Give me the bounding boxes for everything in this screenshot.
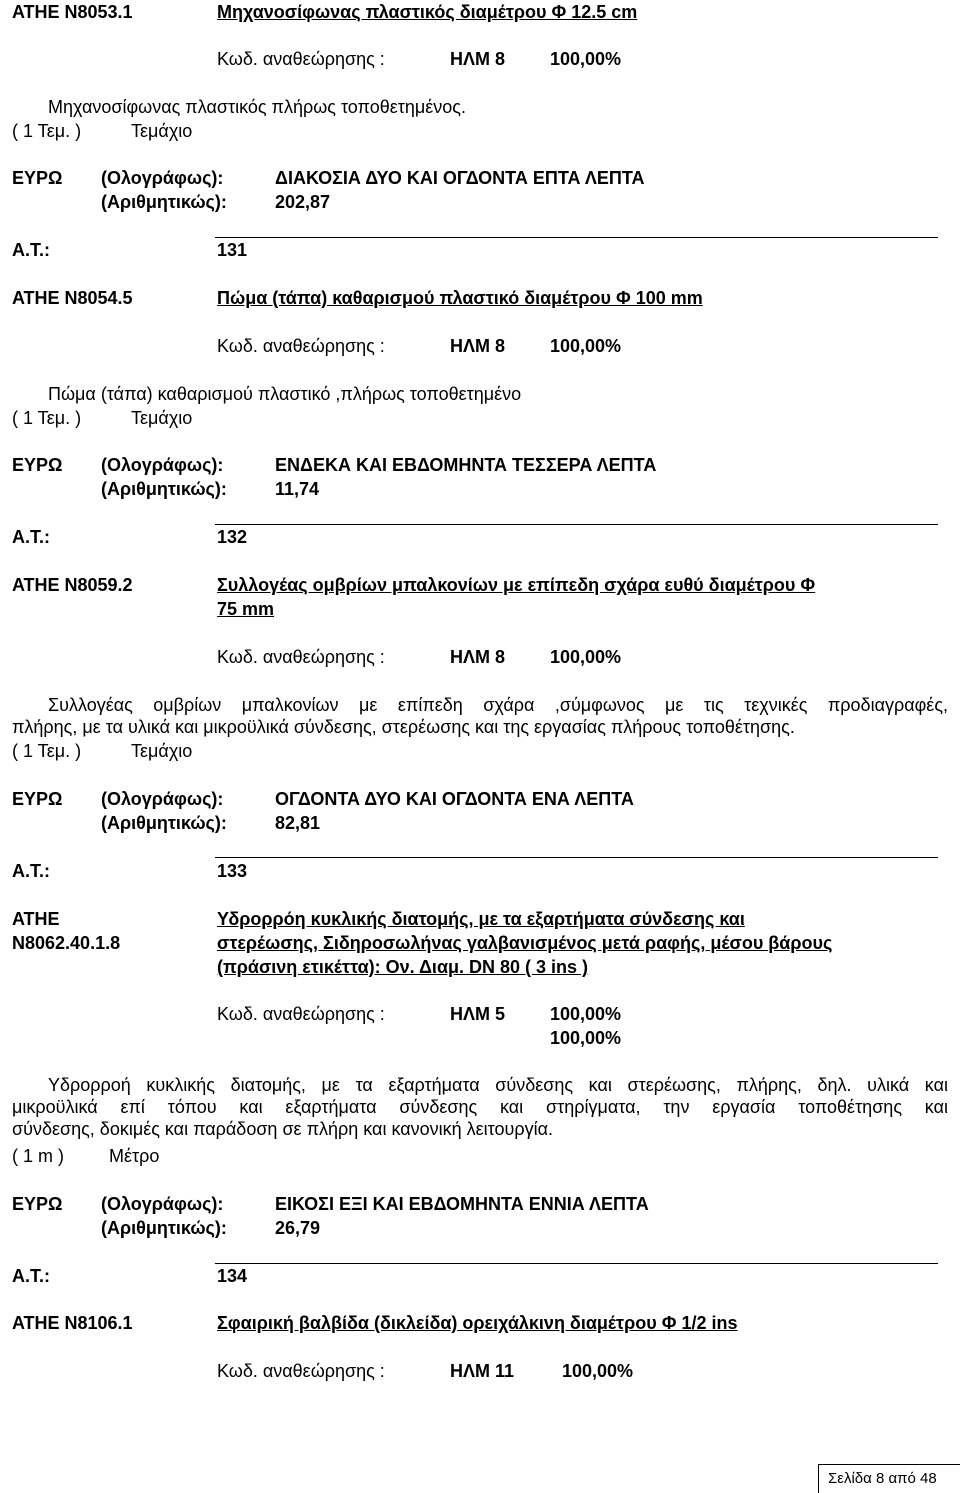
revision-percent: 100,00%: [550, 49, 622, 69]
price-words-label: (Ολογράφως):: [101, 1194, 224, 1214]
price-numeric-label: (Αριθμητικώς):: [101, 1218, 227, 1238]
currency-label: ΕΥΡΩ: [12, 789, 63, 809]
article-number: 132: [217, 527, 248, 547]
unit-quantity: ( 1 Τεμ. ): [12, 121, 82, 141]
price-numeric-label: (Αριθμητικώς):: [101, 479, 227, 499]
currency-label: ΕΥΡΩ: [12, 455, 63, 475]
item-code: ΑΤΗΕ Ν8053.1: [12, 2, 133, 22]
unit-name: Τεμάχιο: [131, 741, 193, 761]
revision-percent: 100,00%: [550, 336, 622, 356]
item-title-line: (πράσινη ετικέττα): Ον. Διαμ. DN 80 ( 3 ins ): [217, 957, 589, 977]
revision-code: ΗΛΜ 11: [450, 1361, 515, 1381]
article-number-label: Α.Τ.:: [12, 240, 51, 260]
price-words-label: (Ολογράφως):: [101, 789, 224, 809]
item-code: [12, 907, 120, 955]
revision-label: Κωδ. αναθεώρησης :: [217, 336, 385, 356]
revision-percent: 100,00%: [562, 1361, 634, 1381]
item-title: Μηχανοσίφωνας πλαστικός διαμέτρου Φ 12.5 cm: [217, 2, 638, 22]
price-numeric-label: (Αριθμητικώς):: [101, 192, 227, 212]
item-divider: [215, 857, 938, 858]
article-number-label: Α.Τ.:: [12, 1266, 51, 1286]
currency-label: ΕΥΡΩ: [12, 168, 63, 188]
price-numeric: 202,87: [275, 192, 331, 212]
item-description-line: μικροϋλικά επί τόπου και εξαρτήματα σύνδεσης και στηρίγματα, την εργασία τοποθέτησης και: [12, 1097, 948, 1117]
unit-quantity: ( 1 Τεμ. ): [12, 741, 82, 761]
revision-percent: 100,00%: [550, 647, 622, 667]
revision-label: Κωδ. αναθεώρησης :: [217, 647, 385, 667]
revision-label: Κωδ. αναθεώρησης :: [217, 1004, 385, 1024]
item-title-line: 75 mm: [217, 599, 275, 619]
item-code: ΑΤΗΕ Ν8059.2: [12, 575, 133, 595]
unit-name: Τεμάχιο: [131, 121, 193, 141]
article-number-label: Α.Τ.:: [12, 527, 51, 547]
price-words-label: (Ολογράφως):: [101, 168, 224, 188]
revision-label: Κωδ. αναθεώρησης :: [217, 49, 385, 69]
item-description: [12, 694, 948, 738]
revision-percent: 100,00%: [550, 1004, 622, 1024]
article-number: 134: [217, 1266, 248, 1286]
item-description-line: πλήρης, με τα υλικά και μικροϋλικά σύνδεσης, στερέωσης και της εργασίας πλήρους τοποθέτησης.: [12, 717, 795, 737]
page-number: Σελίδα 8 από 48: [828, 1470, 937, 1487]
revision-label: Κωδ. αναθεώρησης :: [217, 1361, 385, 1381]
price-words: ΔΙΑΚΟΣΙΑ ΔΥΟ ΚΑΙ ΟΓΔΟΝΤΑ ΕΠΤΑ ΛΕΠΤΑ: [275, 168, 645, 188]
price-words: ΕΙΚΟΣΙ ΕΞΙ ΚΑΙ ΕΒΔΟΜΗΝΤΑ ΕΝΝΙΑ ΛΕΠΤΑ: [275, 1194, 649, 1214]
item-title: [217, 907, 929, 979]
item-title-line: στερέωσης, Σιδηροσωλήνας γαλβανισμένος μετά ραφής, μέσου βάρους: [217, 933, 833, 953]
item-title: Σφαιρική βαλβίδα (δικλείδα) ορειχάλκινη διαμέτρου Φ 1/2 ins: [217, 1313, 738, 1333]
item-divider: [215, 237, 938, 238]
price-words: ΟΓΔΟΝΤΑ ΔΥΟ ΚΑΙ ΟΓΔΟΝΤΑ ΕΝΑ ΛΕΠΤΑ: [275, 789, 634, 809]
item-title: Πώμα (τάπα) καθαρισμού πλαστικό διαμέτρου Φ 100 mm: [217, 288, 703, 308]
unit-quantity: ( 1 Τεμ. ): [12, 408, 82, 428]
price-words: ΕΝΔΕΚΑ ΚΑΙ ΕΒΔΟΜΗΝΤΑ ΤΕΣΣΕΡΑ ΛΕΠΤΑ: [275, 455, 657, 475]
item-code-line: Ν8062.40.1.8: [12, 933, 121, 953]
item-description-line: Υδρορροή κυκλικής διατομής, με τα εξαρτήματα σύνδεσης και στερέωσης, πλήρης, δηλ. υλικά και: [48, 1075, 948, 1095]
item-title: [217, 573, 929, 621]
revision-code: ΗΛΜ 8: [450, 647, 506, 667]
item-code-line: ΑΤΗΕ: [12, 909, 60, 929]
price-numeric: 11,74: [275, 479, 320, 499]
item-description-line: σύνδεσης, δοκιμές και παράδοση σε πλήρη και κανονική λειτουργία.: [12, 1119, 554, 1139]
unit-name: Μέτρο: [109, 1146, 160, 1166]
price-numeric: 82,81: [275, 813, 321, 833]
item-description: Μηχανοσίφωνας πλαστικός πλήρως τοποθετημένος.: [48, 97, 466, 117]
revision-code: ΗΛΜ 8: [450, 49, 506, 69]
price-numeric: 26,79: [275, 1218, 321, 1238]
item-description-line: Συλλογέας ομβρίων μπαλκονίων με επίπεδη σχάρα ,σύμφωνος με τις τεχνικές προδιαγραφές,: [48, 695, 948, 715]
price-words-label: (Ολογράφως):: [101, 455, 224, 475]
currency-label: ΕΥΡΩ: [12, 1194, 63, 1214]
article-number-label: Α.Τ.:: [12, 861, 51, 881]
unit-quantity: ( 1 m ): [12, 1146, 64, 1166]
article-number: 133: [217, 861, 248, 881]
item-description: Πώμα (τάπα) καθαρισμού πλαστικό ,πλήρως τοποθετημένο: [48, 384, 522, 404]
item-description: [12, 1074, 948, 1140]
article-number: 131: [217, 240, 248, 260]
revision-code: ΗΛΜ 8: [450, 336, 506, 356]
item-title-line: Υδρορρόη κυκλικής διατομής, με τα εξαρτήματα σύνδεσης και: [217, 909, 745, 929]
unit-name: Τεμάχιο: [131, 408, 193, 428]
price-numeric-label: (Αριθμητικώς):: [101, 813, 227, 833]
item-divider: [215, 524, 938, 525]
revision-percent-secondary: 100,00%: [550, 1028, 622, 1048]
item-title-line: Συλλογέας ομβρίων μπαλκονίων με επίπεδη σχάρα ευθύ διαμέτρου Φ: [217, 575, 816, 595]
revision-code: ΗΛΜ 5: [450, 1004, 506, 1024]
item-code: ΑΤΗΕ Ν8054.5: [12, 288, 133, 308]
item-code: ΑΤΗΕ Ν8106.1: [12, 1313, 133, 1333]
item-divider: [215, 1263, 938, 1264]
